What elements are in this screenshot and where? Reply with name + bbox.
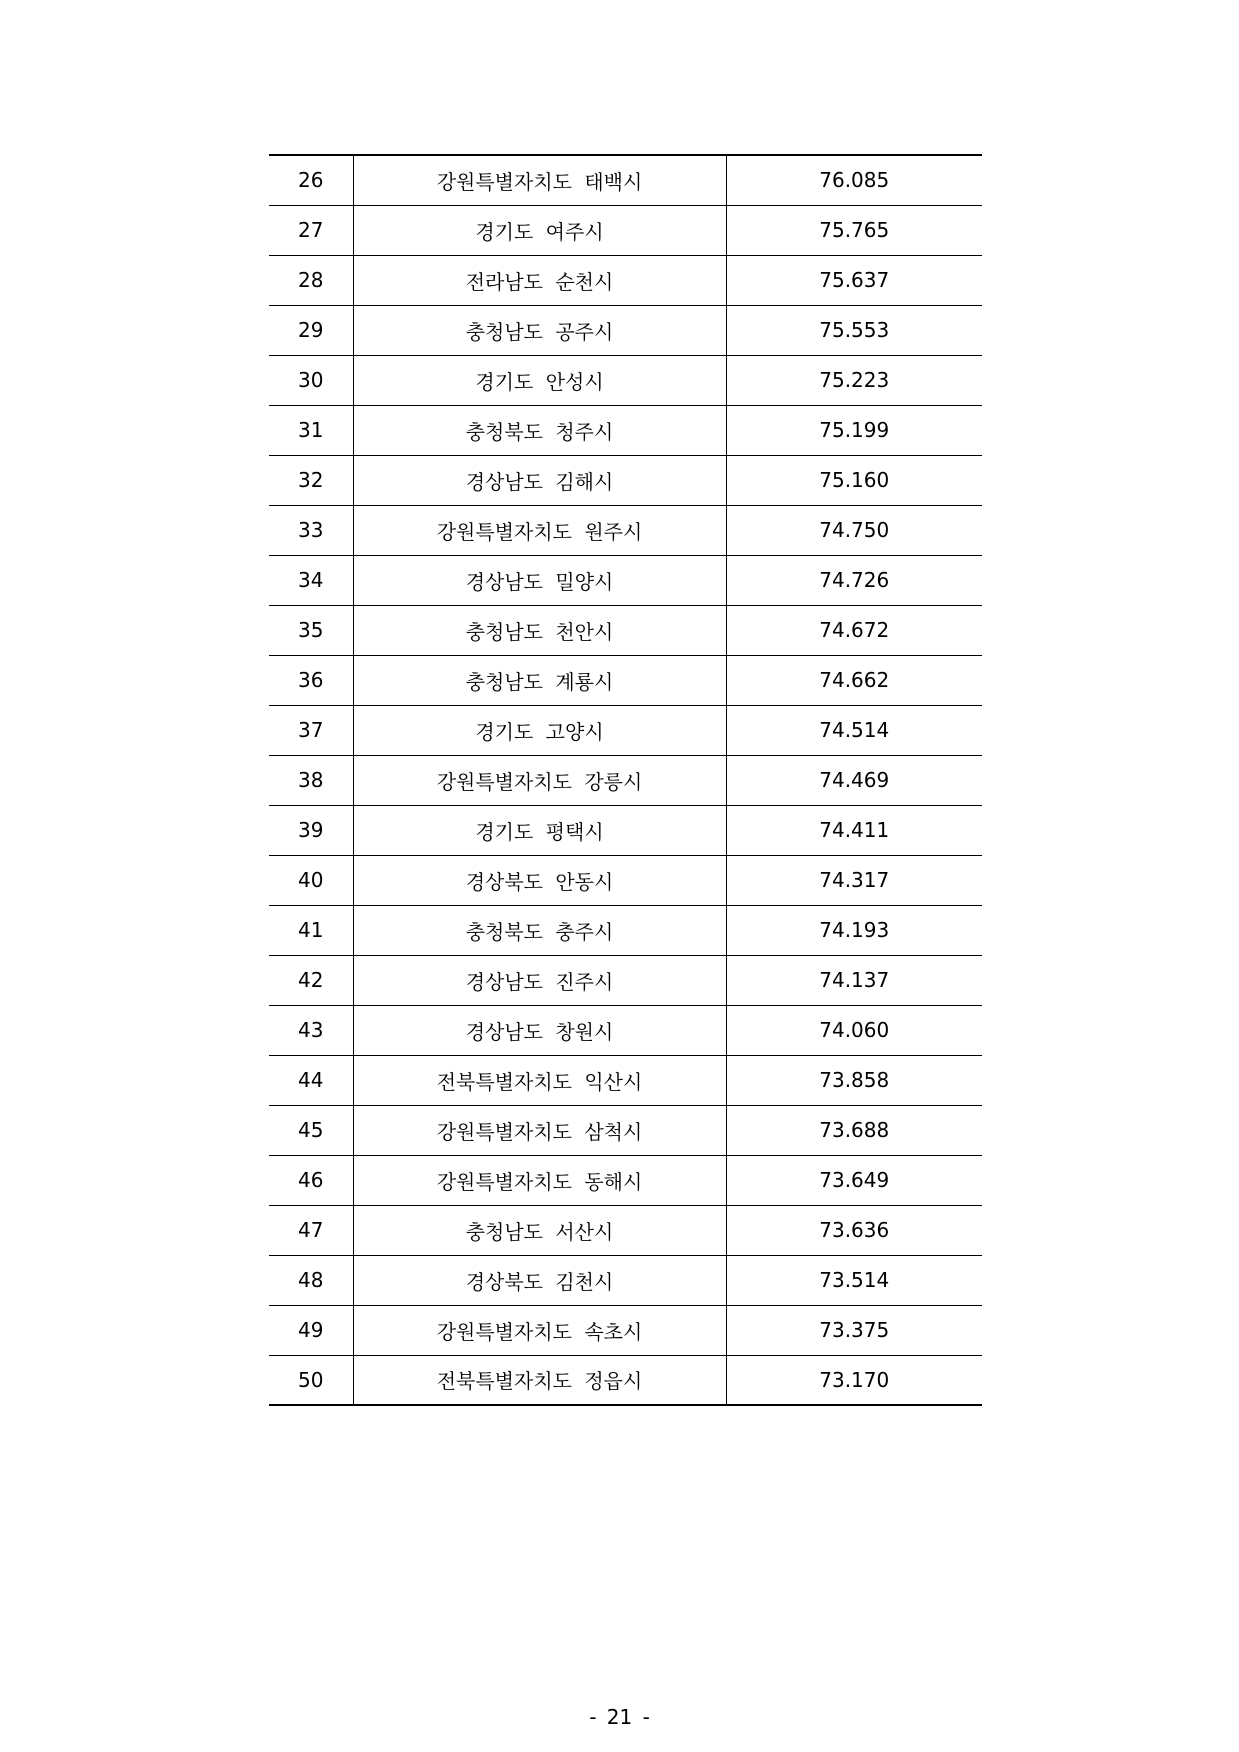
table-row	[269, 605, 982, 655]
region-cell: 충청북도 청주시	[353, 405, 726, 455]
score-cell: 75.637	[726, 255, 982, 305]
ranking-table-body	[269, 155, 982, 1405]
table-row	[269, 655, 982, 705]
score-cell: 73.858	[726, 1055, 982, 1105]
table-row	[269, 1255, 982, 1305]
region-cell: 충청북도 충주시	[353, 905, 726, 955]
score-cell: 73.170	[726, 1355, 982, 1405]
rank-cell: 38	[269, 755, 353, 805]
table-row	[269, 1205, 982, 1255]
region-cell: 경상북도 안동시	[353, 855, 726, 905]
table-row	[269, 1305, 982, 1355]
rank-cell: 33	[269, 505, 353, 555]
rank-cell: 34	[269, 555, 353, 605]
score-cell: 74.411	[726, 805, 982, 855]
score-cell: 74.193	[726, 905, 982, 955]
rank-cell: 28	[269, 255, 353, 305]
rank-cell: 44	[269, 1055, 353, 1105]
score-cell: 73.688	[726, 1105, 982, 1155]
table-row	[269, 305, 982, 355]
score-cell: 74.750	[726, 505, 982, 555]
region-cell: 충청남도 서산시	[353, 1205, 726, 1255]
table-row	[269, 905, 982, 955]
table-row	[269, 155, 982, 205]
score-cell: 74.672	[726, 605, 982, 655]
table-row	[269, 405, 982, 455]
score-cell: 75.553	[726, 305, 982, 355]
table-row	[269, 955, 982, 1005]
region-cell: 경상남도 김해시	[353, 455, 726, 505]
region-cell: 경기도 고양시	[353, 705, 726, 755]
score-cell: 73.636	[726, 1205, 982, 1255]
region-cell: 강원특별자치도 동해시	[353, 1155, 726, 1205]
rank-cell: 40	[269, 855, 353, 905]
table-row	[269, 755, 982, 805]
score-cell: 74.060	[726, 1005, 982, 1055]
score-cell: 75.765	[726, 205, 982, 255]
region-cell: 경상남도 밀양시	[353, 555, 726, 605]
page-number: - 21 -	[589, 1705, 650, 1729]
table-row	[269, 1155, 982, 1205]
table-row	[269, 205, 982, 255]
region-cell: 전라남도 순천시	[353, 255, 726, 305]
region-cell: 전북특별자치도 익산시	[353, 1055, 726, 1105]
score-cell: 74.137	[726, 955, 982, 1005]
rank-cell: 29	[269, 305, 353, 355]
rank-cell: 35	[269, 605, 353, 655]
region-cell: 강원특별자치도 태백시	[353, 155, 726, 205]
rank-cell: 31	[269, 405, 353, 455]
score-cell: 74.726	[726, 555, 982, 605]
region-cell: 강원특별자치도 강릉시	[353, 755, 726, 805]
score-cell: 74.514	[726, 705, 982, 755]
score-cell: 74.469	[726, 755, 982, 805]
score-cell: 73.375	[726, 1305, 982, 1355]
table-row	[269, 505, 982, 555]
score-cell: 75.160	[726, 455, 982, 505]
rank-cell: 42	[269, 955, 353, 1005]
rank-cell: 30	[269, 355, 353, 405]
rank-cell: 45	[269, 1105, 353, 1155]
rank-cell: 36	[269, 655, 353, 705]
region-cell: 경기도 여주시	[353, 205, 726, 255]
table-row	[269, 1005, 982, 1055]
region-cell: 강원특별자치도 원주시	[353, 505, 726, 555]
score-cell: 73.649	[726, 1155, 982, 1205]
rank-cell: 43	[269, 1005, 353, 1055]
region-cell: 경상북도 김천시	[353, 1255, 726, 1305]
rank-cell: 50	[269, 1355, 353, 1405]
table-row	[269, 355, 982, 405]
table-row	[269, 705, 982, 755]
region-cell: 경기도 평택시	[353, 805, 726, 855]
table-row	[269, 1355, 982, 1405]
score-cell: 74.317	[726, 855, 982, 905]
table-row	[269, 1055, 982, 1105]
rank-cell: 49	[269, 1305, 353, 1355]
rank-cell: 27	[269, 205, 353, 255]
region-cell: 경기도 안성시	[353, 355, 726, 405]
rank-cell: 48	[269, 1255, 353, 1305]
rank-cell: 26	[269, 155, 353, 205]
table-row	[269, 805, 982, 855]
region-cell: 충청남도 공주시	[353, 305, 726, 355]
region-cell: 충청남도 천안시	[353, 605, 726, 655]
table-row	[269, 455, 982, 505]
score-cell: 74.662	[726, 655, 982, 705]
ranking-table	[269, 154, 982, 1406]
rank-cell: 39	[269, 805, 353, 855]
region-cell: 강원특별자치도 삼척시	[353, 1105, 726, 1155]
rank-cell: 37	[269, 705, 353, 755]
table-row	[269, 1105, 982, 1155]
region-cell: 강원특별자치도 속초시	[353, 1305, 726, 1355]
region-cell: 경상남도 진주시	[353, 955, 726, 1005]
rank-cell: 47	[269, 1205, 353, 1255]
rank-cell: 46	[269, 1155, 353, 1205]
region-cell: 전북특별자치도 정읍시	[353, 1355, 726, 1405]
rank-cell: 41	[269, 905, 353, 955]
table-row	[269, 855, 982, 905]
score-cell: 73.514	[726, 1255, 982, 1305]
region-cell: 경상남도 창원시	[353, 1005, 726, 1055]
score-cell: 75.199	[726, 405, 982, 455]
region-cell: 충청남도 계룡시	[353, 655, 726, 705]
table-row	[269, 555, 982, 605]
score-cell: 76.085	[726, 155, 982, 205]
score-cell: 75.223	[726, 355, 982, 405]
rank-cell: 32	[269, 455, 353, 505]
table-row	[269, 255, 982, 305]
